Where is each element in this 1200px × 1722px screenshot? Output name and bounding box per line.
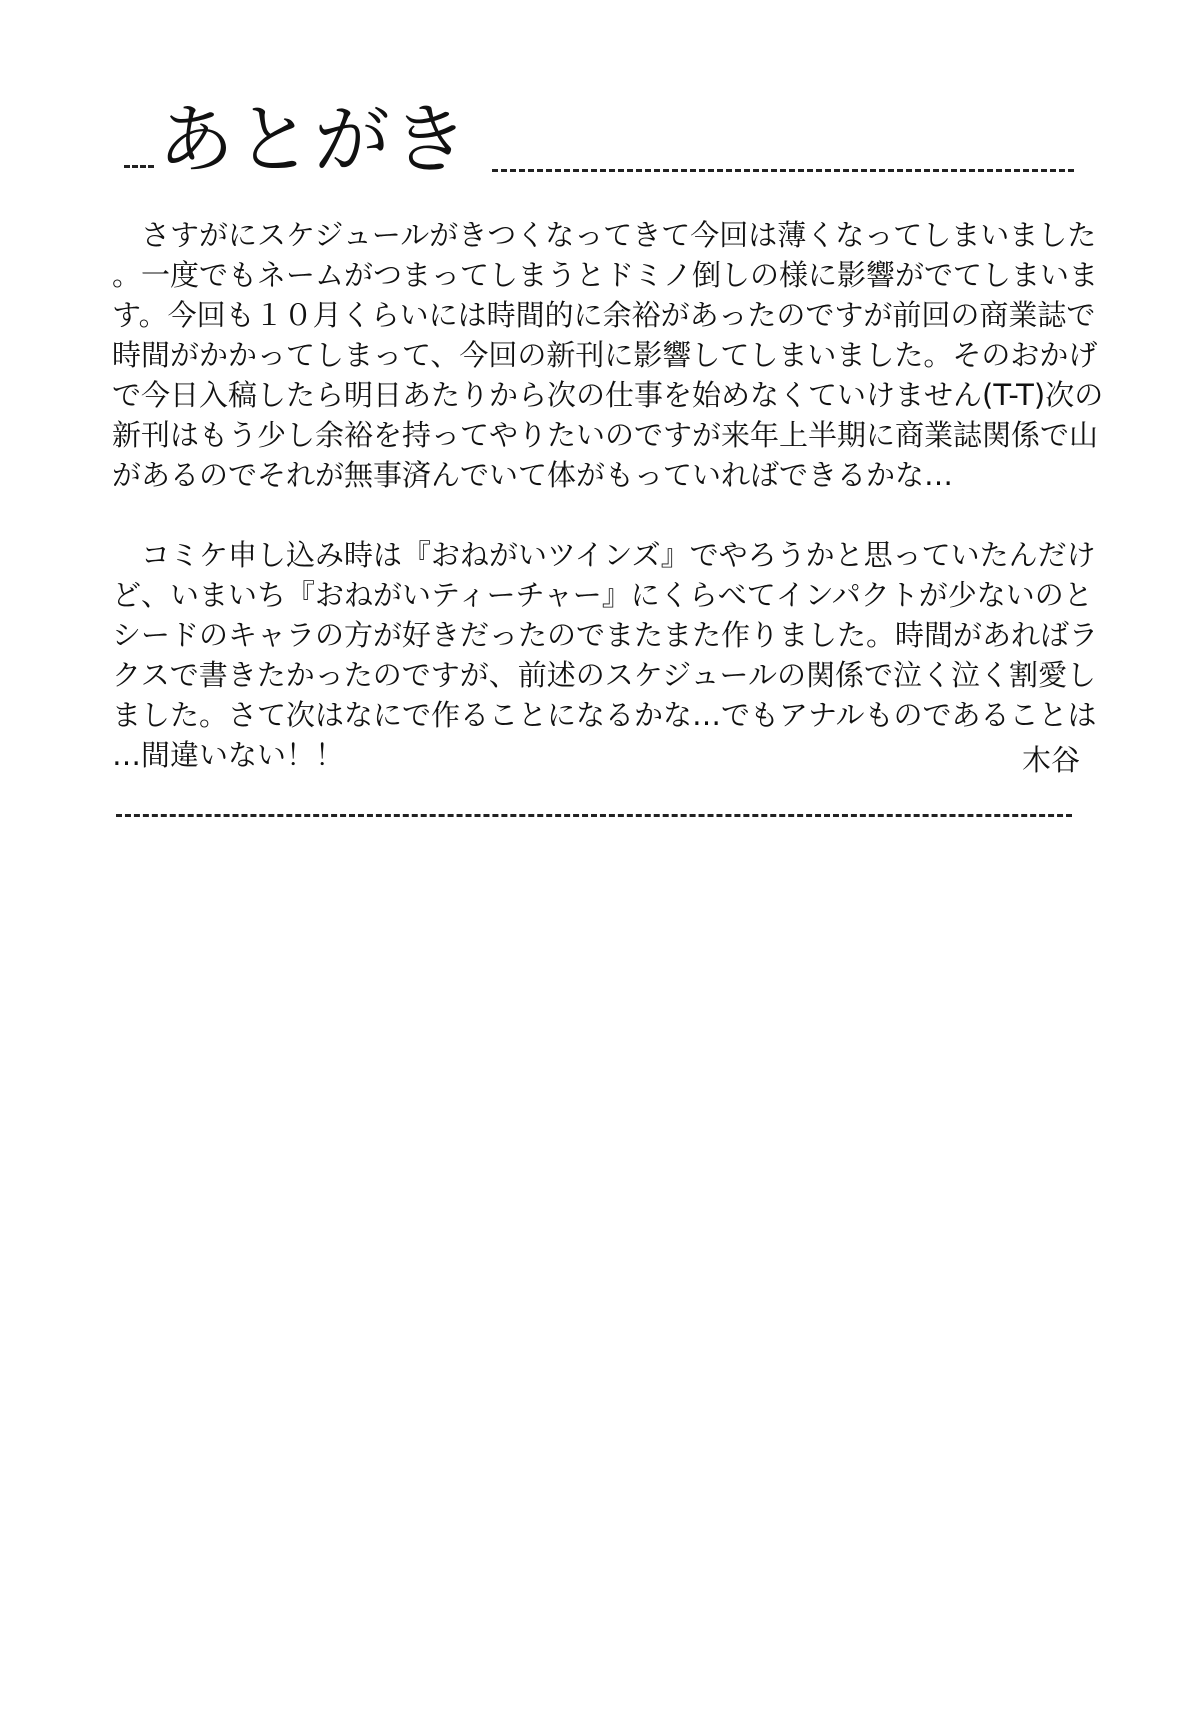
bottom-dash-divider	[116, 814, 1072, 817]
afterword-body	[112, 215, 1108, 775]
title-row	[120, 95, 1080, 195]
page-title: あとがき	[158, 95, 470, 184]
title-trail-dash-divider	[492, 169, 1074, 172]
paragraph: さすがにスケジュールがきつくなってきて今回は薄くなってしまいました。一度でもネームがつまってしまうとドミノ倒しの様に影響がでてしまいます。今回も１０月くらいには時間的に余裕があったのですが前回の商業誌で時間がかかってしまって、今回の新刊に影響してしまいました。そのおかげで今日入稿したら明日あたりから次の仕事を始めなくていけません(T-T)次の新刊はもう少し余裕を持ってやりたいのですが来年上半期に商業誌関係で山があるのでそれが無事済んでいて体がもっていればできるかな…	[112, 218, 1104, 492]
title-lead-dash-divider	[124, 165, 154, 168]
author-signature: 木谷	[1021, 743, 1080, 777]
paragraph: コミケ申し込み時は『おねがいツインズ』でやろうかと思っていたんだけど、いまいち『おねがいティーチャー』にくらべてインパクトが少ないのとシードのキャラの方が好きだったのでまたまた作りました。時間があればラクスで書きたかったのですが、前述のスケジュールの関係で泣く泣く割愛しました。さて次はなにで作ることになるかな…でもアナルものであることは…間違いない！！	[112, 538, 1099, 772]
